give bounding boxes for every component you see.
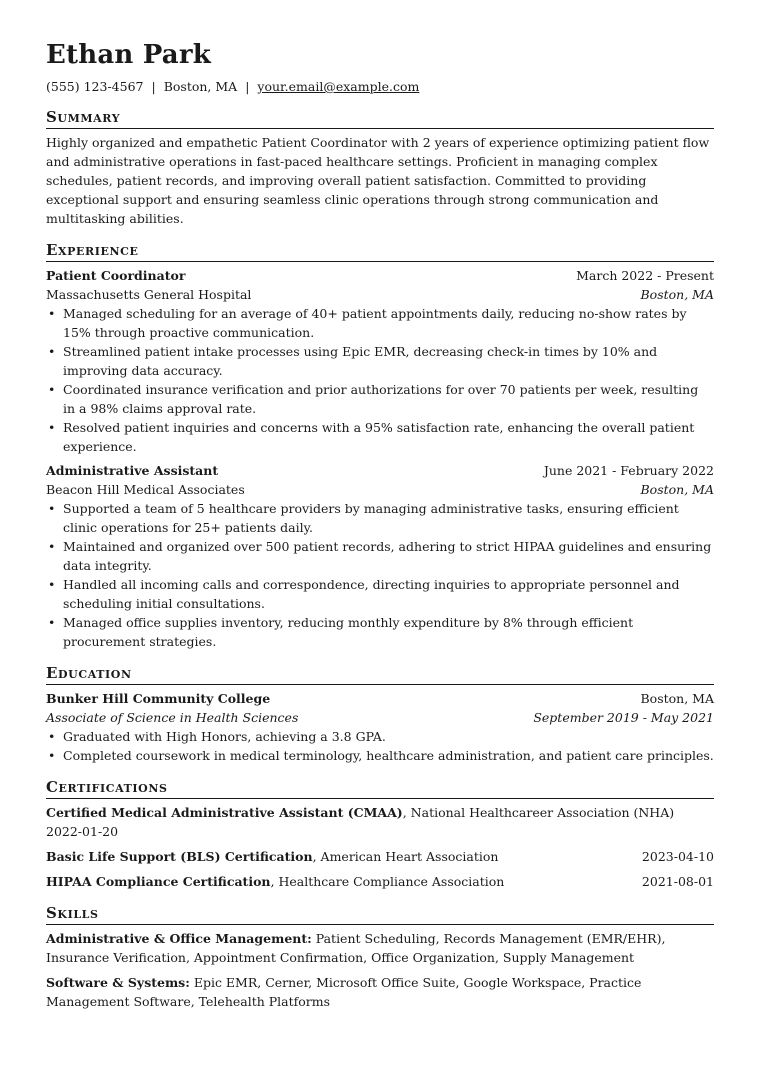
job-role: Administrative Assistant <box>46 463 219 478</box>
bullet-item: • Managed scheduling for an average of 40+ patient appointments daily, reducing no-show rates by 15% through proactive communication. <box>46 304 714 342</box>
section-title-summary: Summary <box>46 107 714 129</box>
education-dates: September 2019 - May 2021 <box>533 710 714 725</box>
certification-issuer: , Healthcare Compliance Association <box>270 874 505 889</box>
school-name: Bunker Hill Community College <box>46 691 271 706</box>
skill-label: Software & Systems: <box>46 975 190 990</box>
skill-item <box>46 973 714 1011</box>
section-title-skills: Skills <box>46 903 714 925</box>
job-bullets <box>46 304 714 456</box>
bullet-item: • Maintained and organized over 500 patient records, adhering to strict HIPAA guidelines and ensuring data integrity. <box>46 537 714 575</box>
job-dates: June 2021 - February 2022 <box>543 463 714 478</box>
bullet-item: • Completed coursework in medical terminology, healthcare administration, and patient care principles. <box>46 746 714 765</box>
candidate-name: Ethan Park <box>46 40 211 70</box>
skill-label: Administrative & Office Management: <box>46 931 312 946</box>
contact-line <box>46 78 714 95</box>
skill-text: Patient Scheduling, Records Management (EMR/EHR), Insurance Verification, Appointment Confirmation, Office Organization, Supply Management <box>46 931 666 965</box>
bullet-item: • Streamlined patient intake processes using Epic EMR, decreasing check-in times by 10% and improving data accuracy. <box>46 342 714 380</box>
certification-name: Certified Medical Administrative Assistant (CMAA) <box>46 805 403 820</box>
bullet-item: • Handled all incoming calls and correspondence, directing inquiries to appropriate personnel and scheduling initial consultations. <box>46 575 714 613</box>
job-org: Massachusetts General Hospital <box>46 287 252 302</box>
bullet-item: • Coordinated insurance verification and prior authorizations for over 70 patients per week, resulting in a 98% claims approval rate. <box>46 380 714 418</box>
job-location: Boston, MA <box>640 287 714 302</box>
certification-name: HIPAA Compliance Certification <box>46 874 271 889</box>
phone: (555) 123-4567 <box>46 79 144 94</box>
email-link[interactable]: your.email@example.com <box>257 79 420 94</box>
certification-date: 2021-08-01 <box>641 874 714 889</box>
experience-entry <box>46 266 714 456</box>
skill-item <box>46 929 714 967</box>
location: Boston, MA <box>163 79 238 94</box>
certification-name: Basic Life Support (BLS) Certification <box>46 849 313 864</box>
bullet-item: • Supported a team of 5 healthcare providers by managing administrative tasks, ensuring efficient clinic operations for 25+ patients daily. <box>46 499 714 537</box>
skills-list <box>46 929 714 1011</box>
job-org: Beacon Hill Medical Associates <box>46 482 245 497</box>
certification-item <box>46 847 714 866</box>
experience-entry <box>46 461 714 651</box>
section-title-certifications: Certifications <box>46 777 714 799</box>
certification-item <box>46 803 714 841</box>
certification-date: 2022-01-20 <box>46 824 119 839</box>
job-bullets <box>46 499 714 651</box>
education-bullets <box>46 727 714 765</box>
skill-text: Epic EMR, Cerner, Microsoft Office Suite, Google Workspace, Practice Management Software, Telehealth Platforms <box>46 975 642 1009</box>
education-entry <box>46 689 714 765</box>
job-location: Boston, MA <box>640 482 714 497</box>
job-dates: March 2022 - Present <box>576 268 714 283</box>
degree: Associate of Science in Health Sciences <box>46 710 299 725</box>
summary-text: Highly organized and empathetic Patient Coordinator with 2 years of experience optimizing patient flow and administrative operations in fast-paced healthcare settings. Proficient in managing complex schedules, patient records, and improving overall patient satisfaction. Committed to providing exceptional support and ensuring seamless clinic operations through strong communication and multitasking abilities. <box>46 135 710 226</box>
certifications-list <box>46 803 714 891</box>
job-role: Patient Coordinator <box>46 268 186 283</box>
school-location: Boston, MA <box>640 691 714 706</box>
certification-issuer: , National Healthcareer Association (NHA) <box>402 805 675 820</box>
section-title-experience: Experience <box>46 240 714 262</box>
certification-item <box>46 872 714 891</box>
header <box>46 40 714 95</box>
certification-date: 2023-04-10 <box>641 849 714 864</box>
bullet-item: • Graduated with High Honors, achieving a 3.8 GPA. <box>46 727 714 746</box>
certification-issuer: , American Heart Association <box>312 849 499 864</box>
experience-list <box>46 266 714 651</box>
bullet-item: • Managed office supplies inventory, reducing monthly expenditure by 8% through efficient procurement strategies. <box>46 613 714 651</box>
section-title-education: Education <box>46 663 714 685</box>
contact-separator: | <box>245 79 250 94</box>
bullet-item: • Resolved patient inquiries and concerns with a 95% satisfaction rate, enhancing the overall patient experience. <box>46 418 714 456</box>
contact-separator: | <box>151 79 156 94</box>
